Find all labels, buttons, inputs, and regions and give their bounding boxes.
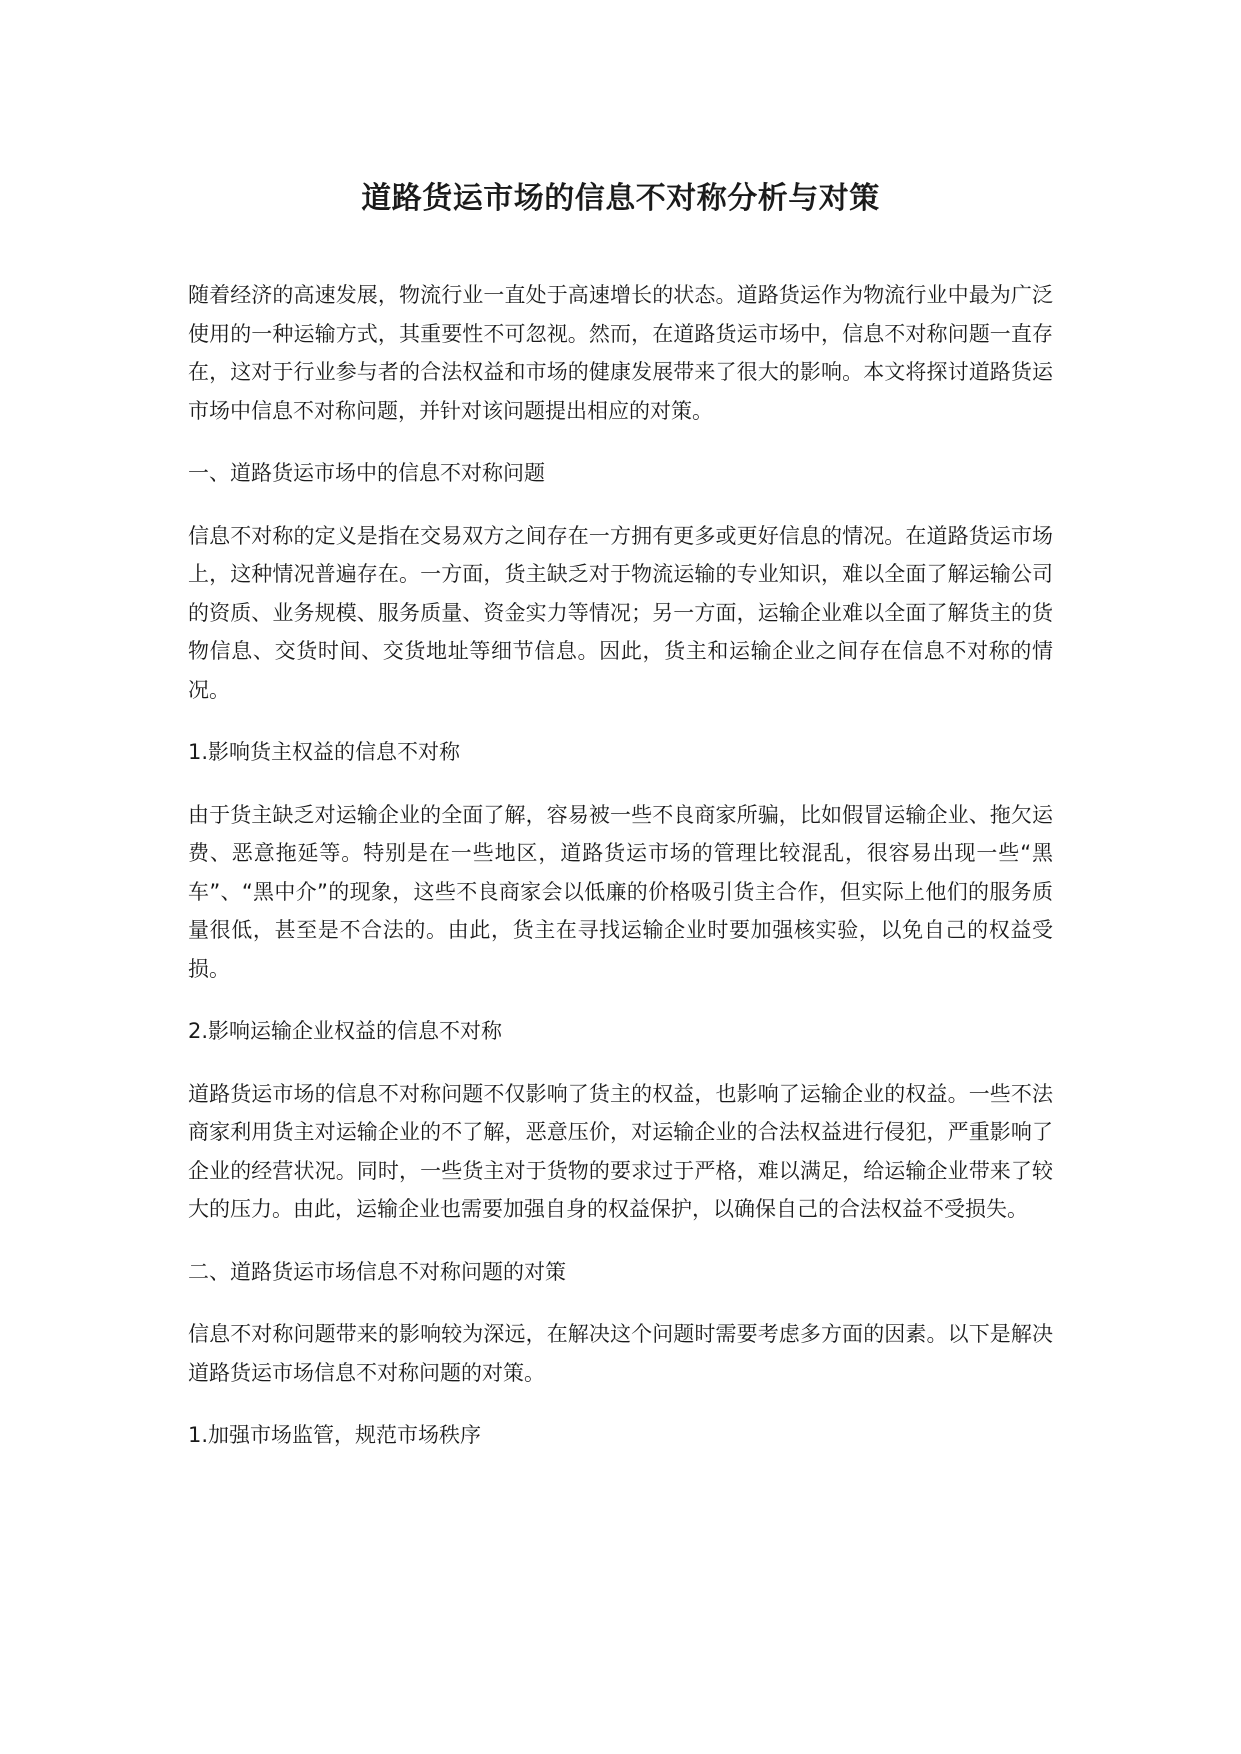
intro-paragraph: 随着经济的高速发展，物流行业一直处于高速增长的状态。道路货运作为物流行业中最为广泛使用的一种运输方式，其重要性不可忽视。然而，在道路货运市场中，信息不对称问题一直存在，这对于行业参与者的合法权益和市场的健康发展带来了很大的影响。本文将探讨道路货运市场中信息不对称问题，并针对该问题提出相应的对策。 [188,283,1053,423]
section-heading-2: 二、道路货运市场信息不对称问题的对策 [188,1259,566,1284]
section-heading-1: 一、道路货运市场中的信息不对称问题 [188,461,545,485]
document-body [188,276,1053,1479]
section-1-paragraph: 信息不对称的定义是指在交易双方之间存在一方拥有更多或更好信息的情况。在道路货运市场上，这种情况普遍存在。一方面，货主缺乏对于物流运输的专业知识，难以全面了解运输公司的资质、业务规模、服务质量、资金实力等情况；另一方面，运输企业难以全面了解货主的货物信息、交货时间、交货地址等细节信息。因此，货主和运输企业之间存在信息不对称的情况。 [188,523,1053,702]
subsection-heading-2-1: 1.加强市场监管，规范市场秩序 [188,1423,482,1447]
document-title: 道路货运市场的信息不对称分析与对策 [361,181,880,216]
subsection-1-2-paragraph: 道路货运市场的信息不对称问题不仅影响了货主的权益，也影响了运输企业的权益。一些不法商家利用货主对运输企业的不了解，恶意压价，对运输企业的合法权益进行侵犯，严重影响了企业的经营状况。同时，一些货主对于货物的要求过于严格，难以满足，给运输企业带来了较大的压力。由此，运输企业也需要加强自身的权益保护，以确保自己的合法权益不受损失。 [188,1081,1053,1221]
subsection-heading-1-2: 2.影响运输企业权益的信息不对称 [188,1019,503,1043]
section-2-paragraph: 信息不对称问题带来的影响较为深远，在解决这个问题时需要考虑多方面的因素。以下是解决道路货运市场信息不对称问题的对策。 [188,1322,1053,1385]
subsection-heading-1-1: 1.影响货主权益的信息不对称 [188,740,461,764]
subsection-1-1-paragraph: 由于货主缺乏对运输企业的全面了解，容易被一些不良商家所骗，比如假冒运输企业、拖欠运费、恶意拖延等。特别是在一些地区，道路货运市场的管理比较混乱，很容易出现一些“黑车”、“黑中介”的现象，这些不良商家会以低廉的价格吸引货主合作，但实际上他们的服务质量很低，甚至是不合法的。由此，货主在寻找运输企业时要加强核实验，以免自己的权益受损。 [188,802,1053,981]
